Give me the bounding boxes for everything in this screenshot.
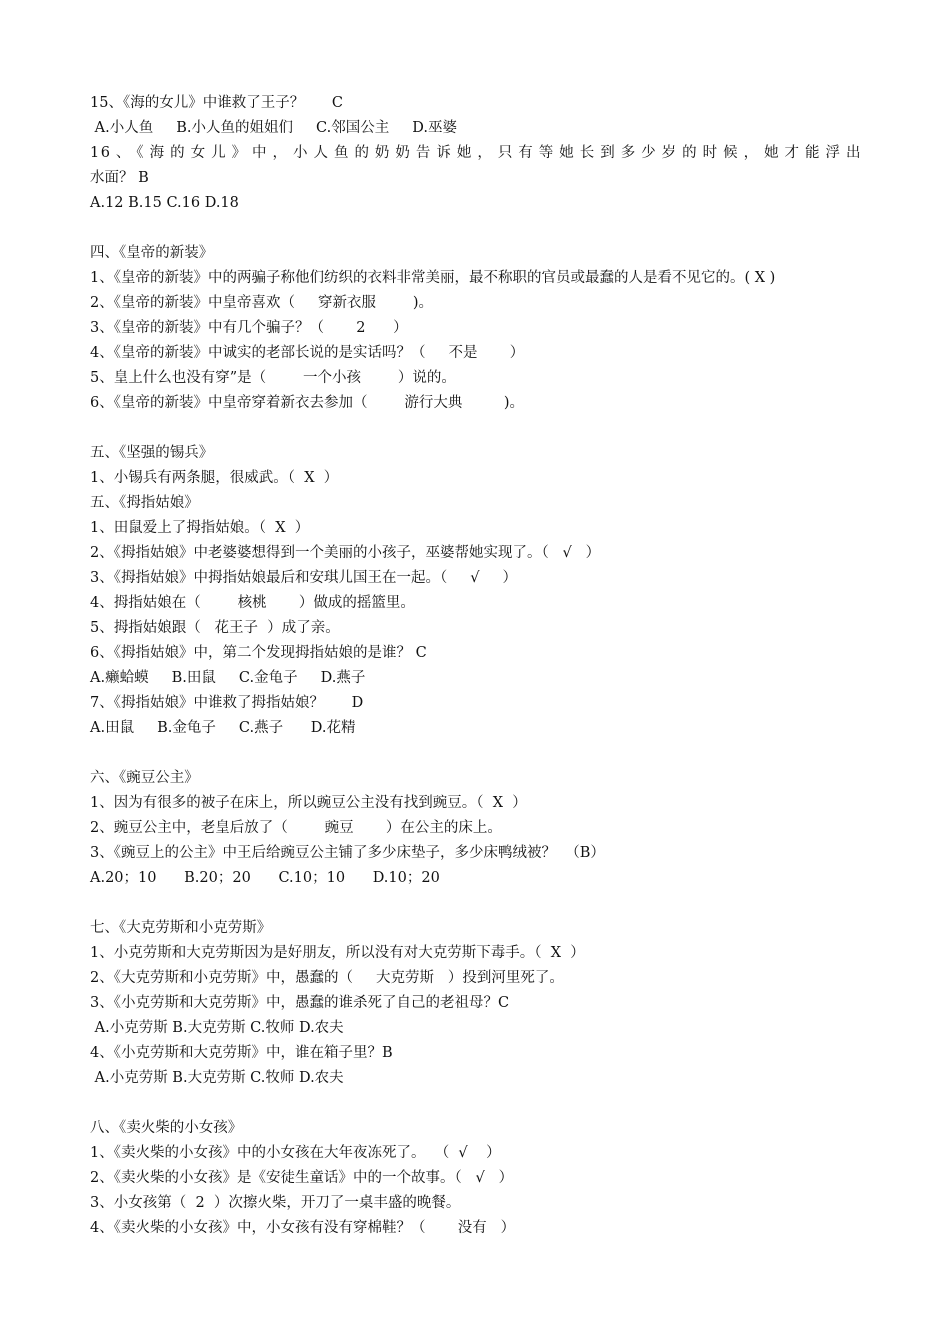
s6-question-3: 3、《豌豆上的公主》中王后给豌豆公主铺了多少床垫子，多少床鸭绒被？ （B） <box>90 845 605 861</box>
section-heading-4: 四、《皇帝的新装》 <box>90 245 214 261</box>
s5b-question-4: 4、拇指姑娘在（ 核桃 ）做成的摇篮里。 <box>90 595 415 611</box>
s6-question-2: 2、豌豆公主中，老皇后放了（ 豌豆 ）在公主的床上。 <box>90 820 502 836</box>
s8-question-3: 3、小女孩第（ 2 ）次擦火柴，开刀了一桌丰盛的晚餐。 <box>90 1195 461 1211</box>
s5b-options-7: A.田鼠 B.金龟子 C.燕子 D.花精 <box>90 720 356 736</box>
s5b-question-7: 7、《拇指姑娘》中谁救了拇指姑娘？ D <box>90 695 364 711</box>
s4-question-5: 5、皇上什么也没有穿”是（ 一个小孩 ）说的。 <box>90 370 456 386</box>
s4-question-1: 1、《皇帝的新装》中的两骗子称他们纺织的衣料非常美丽，最不称职的官员或最蠢的人是看不见它的。( X ) <box>90 270 776 286</box>
question-16-cont: 水面？ B <box>90 170 149 186</box>
s4-question-4: 4、《皇帝的新装》中诚实的老部长说的是实话吗？（ 不是 ） <box>90 345 525 361</box>
s7-options-3: A.小克劳斯 B.大克劳斯 C.牧师 D.农夫 <box>90 1020 344 1036</box>
s7-options-4: A.小克劳斯 B.大克劳斯 C.牧师 D.农夫 <box>90 1070 344 1086</box>
section-heading-7: 七、《大克劳斯和小克劳斯》 <box>90 920 272 936</box>
s4-question-6: 6、《皇帝的新装》中皇帝穿着新衣去参加（ 游行大典 )。 <box>90 395 524 411</box>
s5a-question-1: 1、小锡兵有两条腿，很威武。（ X ） <box>90 470 339 486</box>
s7-question-1: 1、小克劳斯和大克劳斯因为是好朋友，所以没有对大克劳斯下毒手。（ X ） <box>90 945 585 961</box>
s5b-question-3: 3、《拇指姑娘》中拇指姑娘最后和安琪儿国王在一起。（ √ ） <box>90 570 518 586</box>
s6-options-3: A.20；10 B.20；20 C.10；10 D.10；20 <box>90 870 440 886</box>
s4-question-3: 3、《皇帝的新装》中有几个骗子？（ 2 ） <box>90 320 408 336</box>
s6-question-1: 1、因为有很多的被子在床上，所以豌豆公主没有找到豌豆。（ X ） <box>90 795 527 811</box>
s4-question-2: 2、《皇帝的新装》中皇帝喜欢（ 穿新衣服 )。 <box>90 295 434 311</box>
s5b-question-6: 6、《拇指姑娘》中，第二个发现拇指姑娘的是谁？ C <box>90 645 427 661</box>
question-16: 16、《海的女儿》中，小人鱼的奶奶告诉她，只有等她长到多少岁的时候，她才能浮出 <box>90 145 862 161</box>
section-heading-5a: 五、《坚强的锡兵》 <box>90 445 214 461</box>
s8-question-1: 1、《卖火柴的小女孩》中的小女孩在大年夜冻死了。 （ √ ） <box>90 1145 501 1161</box>
question-15: 15、《海的女儿》中谁救了王子？ C <box>90 95 343 111</box>
section-heading-8: 八、《卖火柴的小女孩》 <box>90 1120 243 1136</box>
s7-question-2: 2、《大克劳斯和小克劳斯》中，愚蠢的（ 大克劳斯 ）投到河里死了。 <box>90 970 564 986</box>
s7-question-3: 3、《小克劳斯和大克劳斯》中，愚蠢的谁杀死了自己的老祖母？C <box>90 995 510 1011</box>
options-15: A.小人鱼 B.小人鱼的姐姐们 C.邻国公主 D.巫婆 <box>90 120 457 136</box>
s5b-question-5: 5、拇指姑娘跟（ 花王子 ）成了亲。 <box>90 620 340 636</box>
section-heading-6: 六、《豌豆公主》 <box>90 770 199 786</box>
s5b-options-6: A.癞蛤蟆 B.田鼠 C.金龟子 D.燕子 <box>90 670 366 686</box>
s8-question-4: 4、《卖火柴的小女孩》中，小女孩有没有穿棉鞋？（ 没有 ） <box>90 1220 516 1236</box>
s8-question-2: 2、《卖火柴的小女孩》是《安徒生童话》中的一个故事。（ √ ） <box>90 1170 514 1186</box>
s5b-question-1: 1、田鼠爱上了拇指姑娘。（ X ） <box>90 520 310 536</box>
section-heading-5b: 五、《拇指姑娘》 <box>90 495 199 511</box>
s7-question-4: 4、《小克劳斯和大克劳斯》中，谁在箱子里？B <box>90 1045 393 1061</box>
s5b-question-2: 2、《拇指姑娘》中老婆婆想得到一个美丽的小孩子，巫婆帮她实现了。（ √ ） <box>90 545 601 561</box>
options-16: A.12 B.15 C.16 D.18 <box>90 195 239 211</box>
